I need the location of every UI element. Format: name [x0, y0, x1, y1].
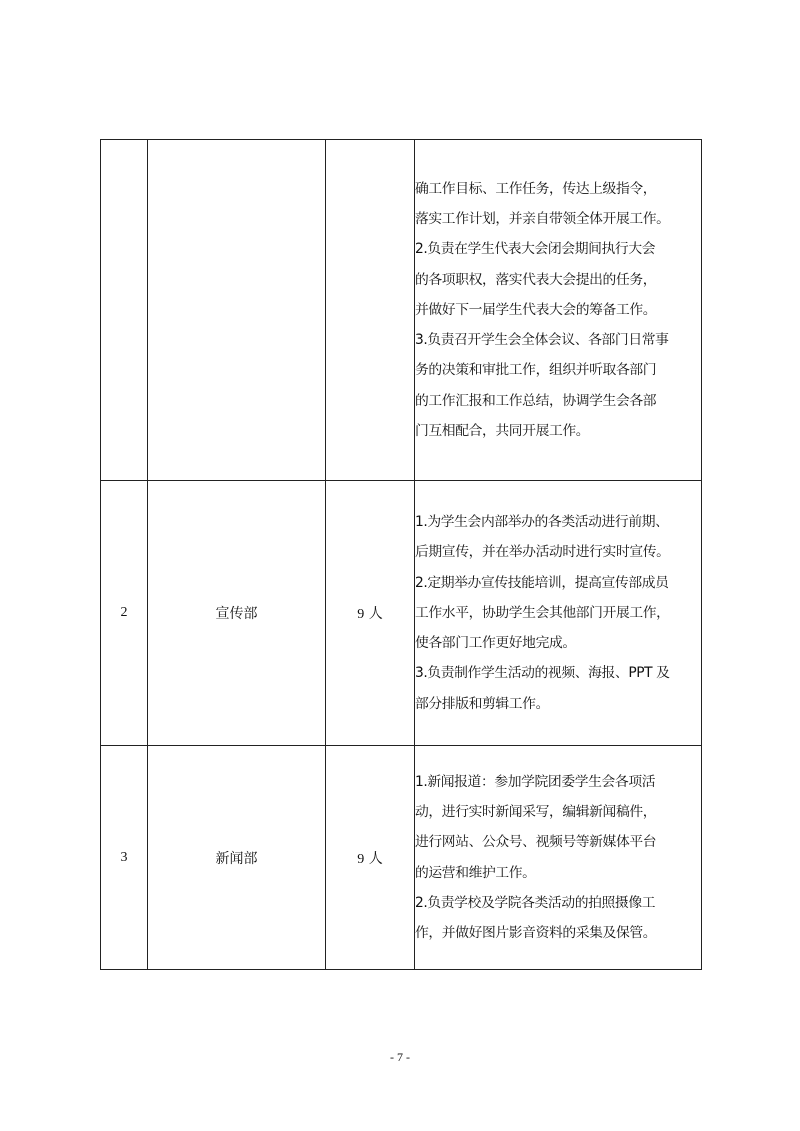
headcount-unit: 人 — [368, 606, 383, 622]
table-row — [101, 481, 702, 746]
duty-description-cell — [415, 140, 702, 481]
duty-line: 1.为学生会内部举办的各类活动进行前期、 — [415, 513, 669, 530]
duty-line: 工作水平，协助学生会其他部门开展工作， — [415, 604, 670, 621]
duty-line: 的工作汇报和工作总结，协调学生会各部 — [415, 392, 657, 409]
department-name-cell — [148, 140, 326, 481]
headcount-cell — [326, 481, 415, 746]
table-row — [101, 746, 702, 970]
duty-line: 部分排版和剪辑工作。 — [415, 695, 549, 712]
duty-line: 并做好下一届学生代表大会的筹备工作。 — [415, 301, 657, 318]
page-number: - 7 - — [390, 1050, 410, 1064]
duty-line: 的各项职权，落实代表大会提出的任务， — [415, 271, 657, 288]
duty-line: 3.负责制作学生活动的视频、海报、PPT 及 — [415, 665, 670, 682]
duty-line: 务的决策和审批工作，组织并听取各部门 — [415, 362, 657, 379]
duty-line: 3.负责召开学生会全体会议、各部门日常事 — [415, 332, 669, 349]
duty-line: 后期宣传，并在举办活动时进行实时宣传。 — [415, 544, 670, 561]
duty-line: 落实工作计划，并亲自带领全体开展工作。 — [415, 210, 670, 227]
duty-line: 的运营和维护工作。 — [415, 864, 536, 881]
row-number-cell: 2 — [101, 481, 148, 746]
duty-line: 2.定期举办宣传技能培训，提高宣传部成员 — [415, 574, 669, 591]
department-name-cell: 宣传部 — [148, 481, 326, 746]
row-number-cell: 3 — [101, 746, 148, 970]
duty-description-cell — [415, 481, 702, 746]
duty-line: 作，并做好图片影音资料的采集及保管。 — [415, 925, 657, 942]
headcount-unit: 人 — [368, 850, 383, 867]
duty-line: 门互相配合，共同开展工作。 — [415, 423, 590, 440]
duty-line: 2.负责学校及学院各类活动的拍照摄像工 — [415, 894, 656, 911]
duty-line: 确工作目标、工作任务，传达上级指令， — [415, 180, 657, 197]
department-duty-table — [100, 139, 702, 970]
row-number-cell — [101, 140, 148, 481]
headcount-number: 9 — [357, 851, 365, 867]
duty-line: 动，进行实时新闻采写，编辑新闻稿件， — [415, 803, 657, 820]
duty-line: 使各部门工作更好地完成。 — [415, 635, 576, 652]
duty-line: 2.负责在学生代表大会闭会期间执行大会 — [415, 241, 656, 258]
table-row — [101, 140, 702, 481]
headcount-cell — [326, 140, 415, 481]
duty-description-cell — [415, 746, 702, 970]
headcount-cell — [326, 746, 415, 970]
duty-line: 进行网站、公众号、视频号等新媒体平台 — [415, 834, 657, 851]
headcount-number: 9 — [357, 607, 365, 622]
duty-line: 1.新闻报道：参加学院团委学生会各项活 — [415, 773, 656, 790]
department-name-cell: 新闻部 — [148, 746, 326, 970]
